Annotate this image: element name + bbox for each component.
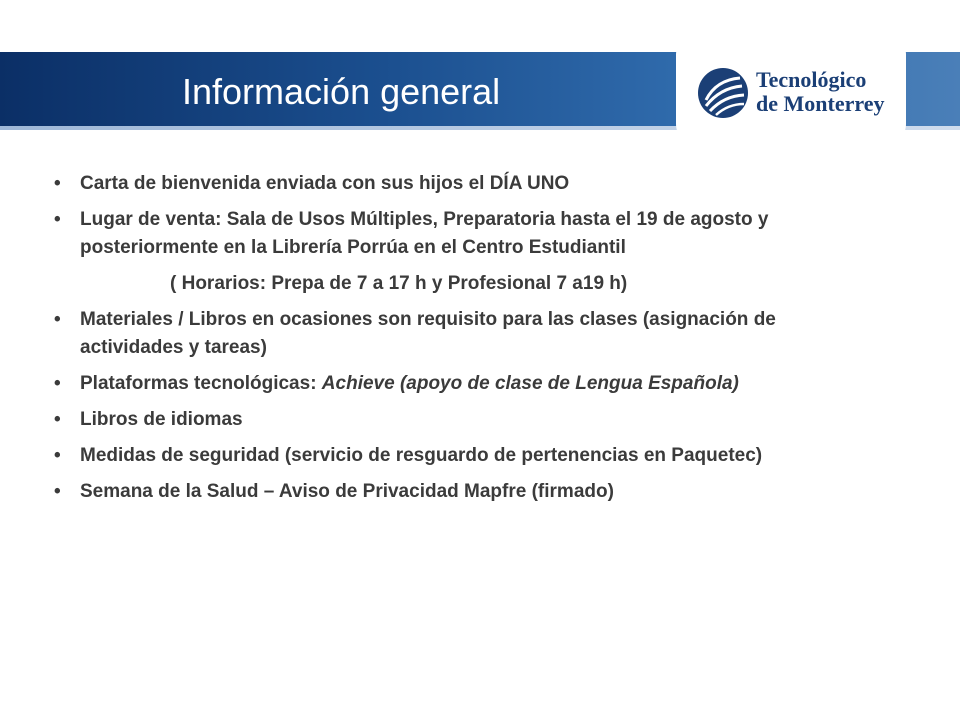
bullet-marker: • [54, 209, 61, 230]
bullet-text: Semana de la Salud – Aviso de Privacidad Mapfre (firmado) [80, 481, 614, 502]
bullet-marker: • [54, 409, 61, 430]
bullet-text: Materiales / Libros en ocasiones son requisito para las clases (asignación de actividades y tareas) [80, 309, 776, 358]
bullet-text: Plataformas tecnológicas: [80, 373, 322, 394]
list-item [52, 442, 882, 470]
list-item [52, 478, 882, 506]
bullet-marker: • [54, 481, 61, 502]
bullet-text: Lugar de venta: Sala de Usos Múltiples, Preparatoria hasta el 19 de agosto y posteriormente en la Librería Porrúa en el Centro Estudiantil [80, 209, 769, 258]
bullet-text: Libros de idiomas [80, 409, 243, 430]
list-item [52, 370, 882, 398]
bullet-marker: • [54, 309, 61, 330]
bullet-list [52, 170, 882, 514]
bullet-marker: • [54, 445, 61, 466]
bullet-marker: • [54, 173, 61, 194]
list-item [52, 170, 882, 198]
bullet-text: Medidas de seguridad (servicio de resguardo de pertenencias en Paquetec) [80, 445, 763, 466]
list-item [52, 406, 882, 434]
page-title: Información general [182, 71, 501, 112]
list-item [52, 306, 882, 362]
list-item [52, 206, 882, 262]
logo-wordmark [756, 68, 906, 116]
bullet-text-italic: Achieve (apoyo de clase de Lengua Española) [321, 373, 739, 394]
bullet-marker: • [54, 373, 61, 394]
logo-line-1: Tecnológico [756, 67, 867, 92]
bullet-text: Carta de bienvenida enviada con sus hijos el DÍA UNO [80, 173, 570, 194]
schedule-note: ( Horarios: Prepa de 7 a 17 h y Profesional 7 a19 h) [170, 273, 628, 294]
tec-seal-icon [696, 66, 750, 120]
logo-line-2: de Monterrey [756, 91, 885, 116]
